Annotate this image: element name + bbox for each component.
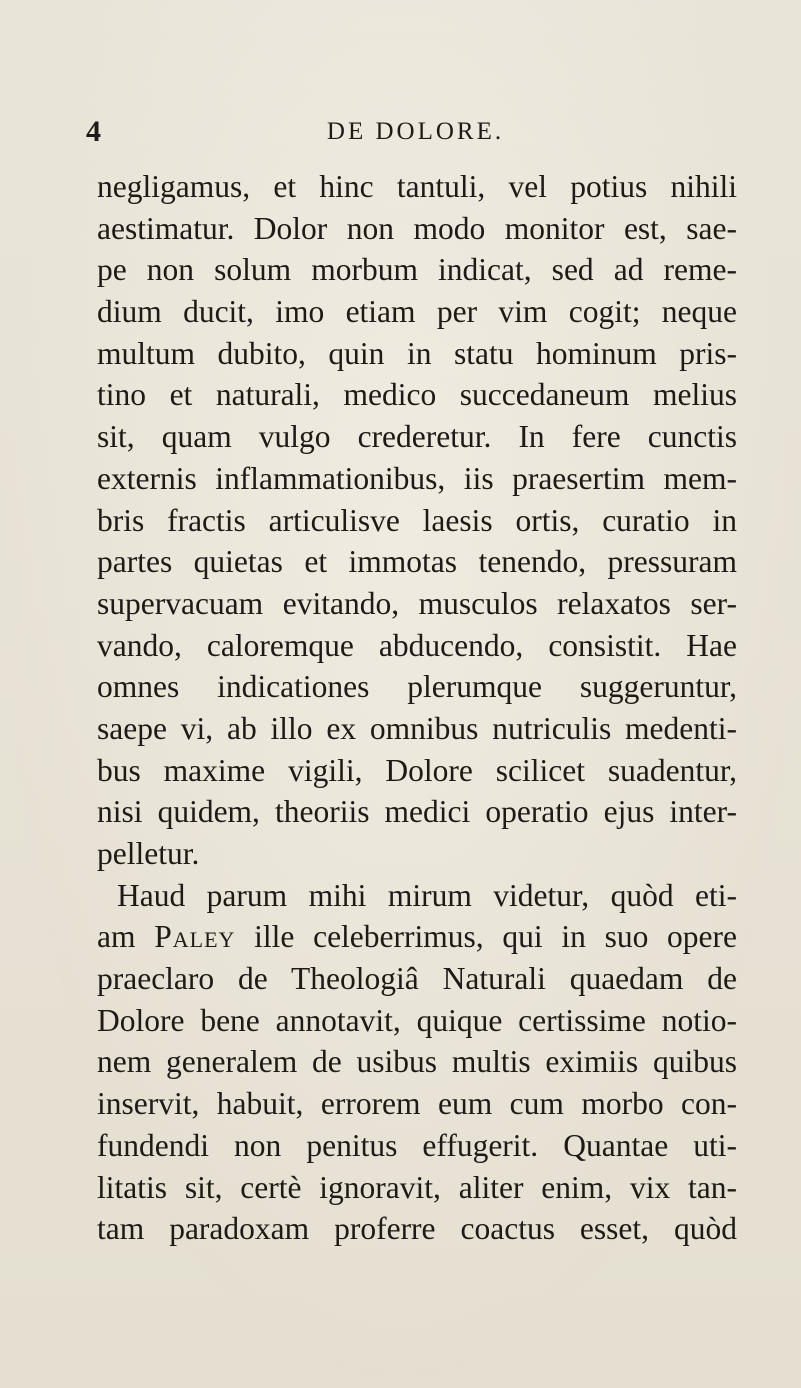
text-line: tino et naturali, medico succedaneum melius (97, 377, 737, 413)
running-head (0, 112, 801, 152)
text-line: nem generalem de usibus multis eximiis quibus (97, 1044, 737, 1080)
text-line: multum dubito, quin in statu hominum pris- (97, 335, 737, 371)
text-line: pe non solum morbum indicat, sed ad reme- (97, 252, 737, 288)
text-line: sit, quam vulgo crederetur. In fere cunctis (97, 419, 737, 455)
text-line: nisi quidem, theoriis medici operatio ejus inter- (97, 794, 737, 830)
text-fragment: am (97, 919, 136, 955)
text-line: praeclaro de Theologiâ Naturali quaedam de (97, 961, 737, 997)
text-fragment: ille celeberrimus, qui in suo opere (254, 919, 738, 955)
paragraph-end-line: pelletur. (97, 836, 200, 871)
text-line: litatis sit, certè ignoravit, aliter enim, vix tan- (97, 1169, 737, 1205)
text-line: inservit, habuit, errorem eum cum morbo con- (97, 1086, 737, 1122)
text-line: externis inflammationibus, iis praesertim mem- (97, 460, 737, 496)
paragraph-start-line: Haud parum mihi mirum videtur, quòd eti- (117, 877, 737, 913)
text-line: Dolore bene annotavit, quique certissime notio- (97, 1002, 737, 1038)
text-line: negligamus, et hinc tantuli, vel potius nihili (97, 169, 737, 204)
text-line: vando, caloremque abducendo, consistit. Hae (97, 627, 737, 663)
text-line: supervacuam evitando, musculos relaxatos ser- (97, 585, 737, 621)
page-header-title: DE DOLORE. (326, 118, 505, 145)
text-line: aestimatur. Dolor non modo monitor est, sae- (97, 210, 737, 246)
text-line-with-name (97, 916, 737, 958)
text-line: bris fractis articulisve laesis ortis, curatio in (97, 502, 737, 538)
text-line: omnes indicationes plerumque suggeruntur, (97, 669, 737, 705)
page-number: 4 (86, 115, 101, 148)
text-line: dium ducit, imo etiam per vim cogit; neque (97, 294, 737, 330)
text-line: bus maxime vigili, Dolore scilicet suadentur, (97, 752, 737, 788)
text-line: tam paradoxam proferre coactus esset, quòd (97, 1211, 737, 1247)
body-text (97, 166, 737, 1250)
text-line: fundendi non penitus effugerit. Quantae uti- (97, 1127, 737, 1163)
text-line: saepe vi, ab illo ex omnibus nutriculis medenti- (97, 710, 737, 746)
text-line: partes quietas et immotas tenendo, pressuram (97, 544, 737, 580)
author-name: Paley (154, 919, 236, 955)
